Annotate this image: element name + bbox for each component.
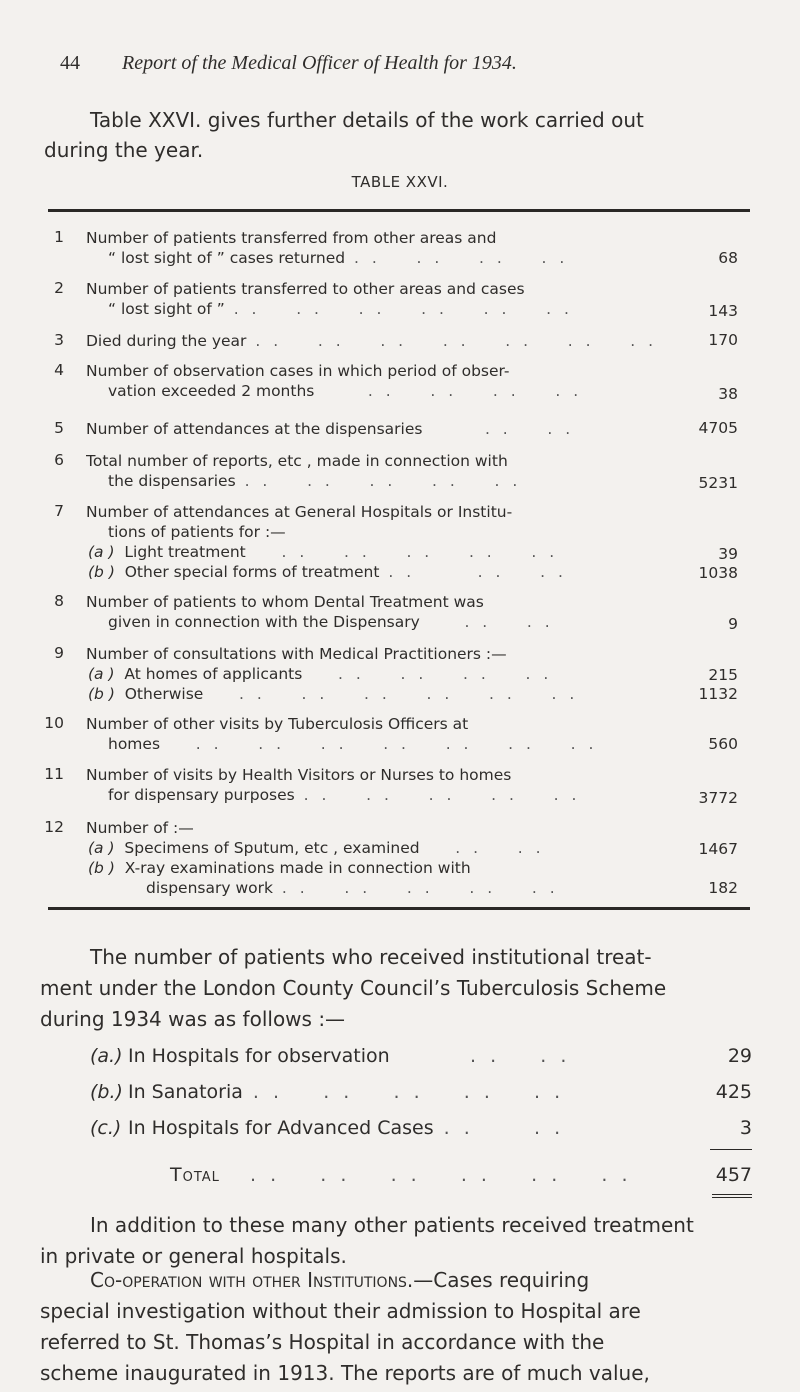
row-line: Number of other visits by Tuberculosis Officers at	[86, 715, 469, 733]
sub-item-label: (a )	[88, 543, 115, 561]
row-line: Number of consultations with Medical Practitioners :—	[86, 645, 507, 663]
cooperation-paragraph	[40, 1265, 754, 1389]
row-line: Number of patients to whom Dental Treatment was	[86, 593, 484, 611]
sub-item-label: (a )	[88, 665, 115, 683]
row-line: vation exceeded 2 months . . . . . . . .	[108, 382, 583, 400]
row-number: 9	[54, 644, 64, 662]
row-line: Number of patients transferred to other areas and cases	[86, 280, 525, 298]
sub-item-text: Specimens of Sputum, etc , examined	[124, 839, 420, 857]
sub-item: (a ) At homes of applicants . . . . . . . .	[88, 665, 553, 683]
row-description	[86, 818, 660, 898]
row-number: 7	[54, 502, 64, 520]
row-line: Number of attendances at the dispensaries . . . .	[86, 420, 575, 438]
paragraph-line: The number of patients who received institutional treat-	[90, 945, 652, 969]
row-description	[86, 502, 660, 582]
intro-line: Table XXVI. gives further details of the work carried out	[90, 108, 644, 132]
page-number: 44	[60, 52, 80, 74]
sub-item-text: At homes of applicants	[124, 665, 303, 683]
list-item-value: 29	[727, 1045, 752, 1067]
row-value: 170	[708, 331, 738, 349]
sub-item-label: (b )	[88, 859, 115, 877]
row-value: 3772	[698, 789, 738, 807]
row-number: 6	[54, 451, 64, 469]
row-line: Number of patients transferred from other areas and	[86, 229, 497, 247]
section-heading: Co-operation with other Institutions.	[90, 1268, 414, 1292]
row-value: 560	[708, 735, 738, 753]
row-value: 5231	[698, 474, 738, 492]
row-line: for dispensary purposes . . . . . . . . . .	[108, 786, 581, 804]
paragraph-line: scheme inaugurated in 1913. The reports are of much value,	[40, 1361, 650, 1385]
row-description	[86, 419, 660, 439]
paragraph-line: special investigation without their admission to Hospital are	[40, 1299, 641, 1323]
row-value: 4705	[698, 419, 738, 437]
row-description	[86, 451, 660, 491]
list-item-text: In Hospitals for observation . . . .	[128, 1045, 571, 1067]
sub-item: (b ) Other special forms of treatment . . . . . .	[88, 563, 567, 581]
sub-item-label: (b )	[88, 685, 115, 703]
row-line: homes . . . . . . . . . . . . . .	[108, 735, 598, 753]
paragraph-line: in private or general hospitals.	[40, 1244, 347, 1268]
sub-item: (a ) Specimens of Sputum, etc , examined . . . .	[88, 839, 545, 857]
sub-item-value: 1467	[698, 840, 738, 858]
list-item-value: 3	[739, 1117, 752, 1139]
row-line: “ lost sight of ” . . . . . . . . . . . .	[108, 300, 573, 318]
sub-item-value: 1132	[698, 685, 738, 703]
row-number: 2	[54, 279, 64, 297]
running-head	[60, 52, 517, 75]
row-line: “ lost sight of ” cases returned . . . . . . . .	[108, 249, 569, 267]
sub-item-value: 1038	[698, 564, 738, 582]
list-item-text: In Hospitals for Advanced Cases . . . .	[128, 1117, 565, 1139]
list-item	[0, 1045, 800, 1071]
intro-line: during the year.	[44, 138, 204, 162]
sub-item-label: (b )	[88, 563, 115, 581]
row-line: given in connection with the Dispensary . . . .	[108, 613, 554, 631]
sub-item-value: 39	[718, 545, 738, 563]
row-value: 9	[728, 615, 738, 633]
table-bottom-rule	[48, 907, 750, 910]
sum-rule	[710, 1149, 752, 1150]
paragraph-line: ment under the London County Council’s Tuberculosis Scheme	[40, 976, 667, 1000]
row-line: Number of visits by Health Visitors or Nurses to homes	[86, 766, 512, 784]
list-item-value: 425	[715, 1081, 752, 1103]
sub-item-value: 182	[708, 879, 738, 897]
sub-item-value: 215	[708, 666, 738, 684]
row-description	[86, 279, 660, 319]
row-number: 1	[54, 228, 64, 246]
table-top-rule	[48, 209, 750, 212]
intro-paragraph	[44, 105, 752, 165]
sub-item-continuation: dispensary work . . . . . . . . . .	[146, 879, 559, 897]
row-line: Number of observation cases in which period of obser-	[86, 362, 510, 380]
row-description	[86, 228, 660, 268]
total-label: Total	[170, 1164, 220, 1186]
row-line: the dispensaries . . . . . . . . . .	[108, 472, 522, 490]
row-value: 38	[718, 385, 738, 403]
row-value: 143	[708, 302, 738, 320]
paragraph-line: In addition to these many other patients received treatment	[90, 1213, 694, 1237]
total-line: Total . . . . . . . . . . . .	[170, 1164, 632, 1186]
row-line: Total number of reports, etc , made in connection with	[86, 452, 508, 470]
list-item-label: (b.)	[90, 1081, 123, 1103]
paragraph-line: referred to St. Thomas’s Hospital in accordance with the	[40, 1330, 605, 1354]
list-item-label: (c.)	[90, 1117, 122, 1139]
row-number: 3	[54, 331, 64, 349]
sub-item-text: Otherwise	[124, 685, 204, 703]
list-item	[0, 1117, 800, 1143]
row-description	[86, 765, 660, 805]
addition-paragraph	[40, 1210, 754, 1272]
row-line: Number of attendances at General Hospitals or Institu-	[86, 503, 513, 521]
row-description	[86, 644, 660, 704]
sub-item	[86, 858, 660, 878]
row-number: 11	[44, 765, 64, 783]
sub-item: (a ) Light treatment . . . . . . . . . .	[88, 543, 559, 561]
sub-item: (b ) Otherwise . . . . . . . . . . . .	[88, 685, 579, 703]
table-caption: TABLE XXVI.	[351, 173, 449, 191]
row-line: Died during the year . . . . . . . . . . . . . .	[86, 332, 658, 350]
row-number: 12	[44, 818, 64, 836]
row-line: Number of :—	[86, 819, 194, 837]
row-description	[86, 361, 660, 401]
running-title: Report of the Medical Officer of Health for 1934.	[122, 52, 517, 74]
total-value: 457	[715, 1164, 752, 1186]
row-number: 5	[54, 419, 64, 437]
list-item	[0, 1081, 800, 1107]
row-description	[86, 592, 660, 632]
row-description	[86, 331, 660, 351]
sub-item-label: (a )	[88, 839, 115, 857]
row-number: 10	[44, 714, 64, 732]
list-item-label: (a.)	[90, 1045, 123, 1067]
institutional-paragraph	[40, 942, 754, 1035]
paragraph-line: during 1934 was as follows :—	[40, 1007, 346, 1031]
row-number: 8	[54, 592, 64, 610]
sub-item-text: Light treatment	[124, 543, 246, 561]
sub-item-text: Other special forms of treatment	[124, 563, 380, 581]
paragraph-line: Co-operation with other Institutions.—Cases requiring	[90, 1268, 590, 1292]
row-description	[86, 714, 660, 754]
row-value: 68	[718, 249, 738, 267]
total-double-rule-bottom	[712, 1197, 752, 1198]
row-number: 4	[54, 361, 64, 379]
sub-item-text: X-ray examinations made in connection with	[124, 859, 471, 877]
list-item-text: In Sanatoria . . . . . . . . . .	[128, 1081, 565, 1103]
total-double-rule-top	[712, 1194, 752, 1195]
row-line: tions of patients for :—	[108, 523, 286, 541]
